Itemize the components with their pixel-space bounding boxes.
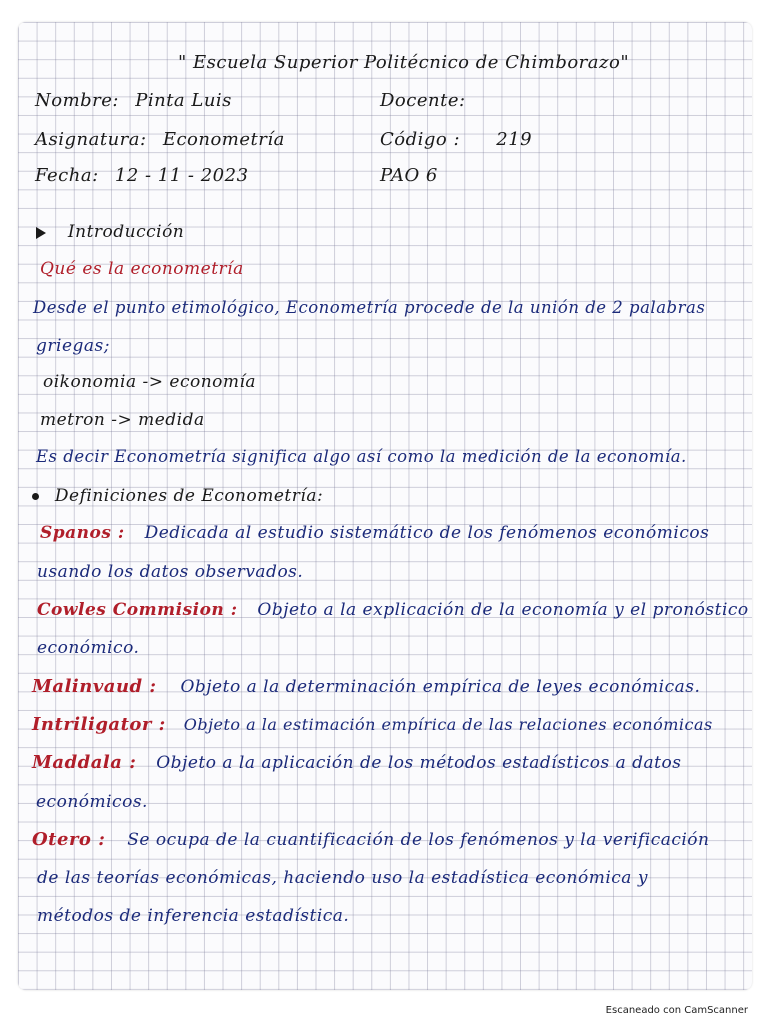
author-name: Cowles Commision : bbox=[37, 600, 238, 620]
codigo-value: 219 bbox=[496, 129, 533, 150]
nombre-row bbox=[35, 90, 232, 111]
etymology-word-1: oikonomia -> economía bbox=[43, 372, 257, 392]
author-name: Intriligator : bbox=[32, 714, 166, 735]
definition-text-continued: económicos. bbox=[36, 792, 148, 812]
intro-heading-row bbox=[36, 222, 184, 242]
author-name: Spanos : bbox=[40, 523, 125, 543]
definition-text: Objeto a la determinación empírica de leyes económicas. bbox=[180, 677, 701, 697]
definition-text-continued: usando los datos observados. bbox=[37, 562, 304, 582]
definition-text-continued: económico. bbox=[37, 638, 140, 658]
definition-text-continued: de las teorías económicas, haciendo uso la estadística económica y bbox=[37, 868, 648, 888]
definition-text: Se ocupa de la cuantificación de los fenómenos y la verificación bbox=[127, 830, 710, 850]
docente-label: Docente: bbox=[380, 90, 466, 111]
scanner-watermark: Escaneado con CamScanner bbox=[605, 1005, 748, 1016]
nombre-value: Pinta Luis bbox=[135, 90, 232, 111]
dot-bullet-icon bbox=[32, 493, 39, 500]
asignatura-value: Econometría bbox=[162, 129, 285, 150]
definition-maddala bbox=[32, 752, 681, 773]
fecha-value: 12 - 11 - 2023 bbox=[114, 165, 249, 186]
definitions-heading-row bbox=[32, 486, 323, 506]
intro-heading: Introducción bbox=[67, 222, 185, 242]
etymology-word-2: metron -> medida bbox=[40, 410, 205, 430]
author-name: Otero : bbox=[32, 829, 106, 850]
asignatura-label: Asignatura: bbox=[35, 129, 147, 150]
definition-intriligator bbox=[32, 714, 713, 735]
intro-paragraph-line-2: griegas; bbox=[36, 336, 110, 356]
fecha-row bbox=[35, 165, 249, 186]
intro-question: Qué es la econometría bbox=[40, 259, 244, 279]
definition-text: Objeto a la aplicación de los métodos estadísticos a datos bbox=[156, 753, 682, 773]
definition-cowles bbox=[37, 600, 749, 620]
nombre-label: Nombre: bbox=[35, 90, 119, 111]
pao-label: PAO 6 bbox=[380, 165, 438, 186]
definition-text: Objeto a la estimación empírica de las relaciones económicas bbox=[183, 715, 713, 734]
triangle-bullet-icon bbox=[36, 227, 46, 239]
author-name: Maddala : bbox=[32, 752, 137, 773]
definition-text-continued: métodos de inferencia estadística. bbox=[37, 906, 350, 926]
codigo-row bbox=[380, 129, 532, 150]
school-title: " Escuela Superior Politécnico de Chimborazo" bbox=[178, 52, 630, 73]
definition-malinvaud bbox=[32, 676, 700, 697]
intro-paragraph-line-1: Desde el punto etimológico, Econometría procede de la unión de 2 palabras bbox=[33, 298, 706, 317]
asignatura-row bbox=[35, 129, 285, 150]
author-name: Malinvaud : bbox=[32, 676, 157, 697]
codigo-label: Código : bbox=[380, 129, 461, 150]
fecha-label: Fecha: bbox=[35, 165, 99, 186]
definition-otero bbox=[32, 829, 710, 850]
definition-spanos bbox=[40, 523, 709, 543]
definitions-heading: Definiciones de Econometría: bbox=[54, 486, 324, 506]
intro-paragraph-2: Es decir Econometría significa algo así como la medición de la economía. bbox=[36, 447, 687, 466]
definition-text: Dedicada al estudio sistemático de los fenómenos económicos bbox=[144, 523, 710, 543]
definition-text: Objeto a la explicación de la economía y el pronóstico bbox=[257, 600, 749, 620]
